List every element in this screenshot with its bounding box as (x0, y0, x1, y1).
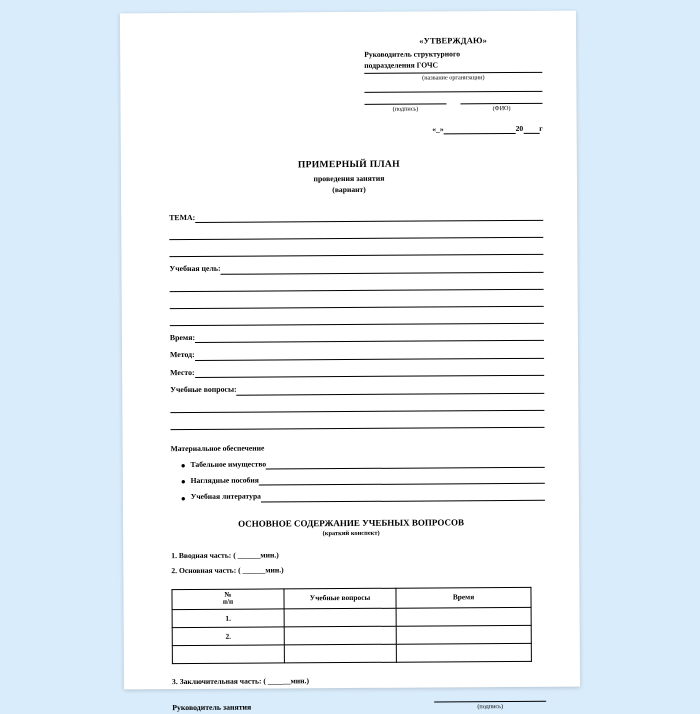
bullet-icon: ● (180, 493, 186, 503)
field-label-questions: Учебные вопросы: (170, 384, 237, 395)
material-item-input-3[interactable] (261, 490, 545, 502)
table-cell-num: 1. (172, 609, 284, 628)
material-item-input-2[interactable] (259, 474, 545, 486)
approval-date-line (365, 122, 543, 134)
material-item-input-1[interactable] (266, 458, 545, 470)
document-page (120, 11, 580, 713)
table-header-num-line2: п/п (222, 598, 234, 607)
table-row (172, 643, 531, 663)
plan-table (171, 587, 531, 664)
approval-title: «УТВЕРЖДАЮ» (419, 36, 488, 46)
field-extra-line (155, 245, 543, 257)
section-2-item-1: 1. Вводная часть: ( ______мин.) (171, 550, 279, 561)
date-blank-1 (444, 123, 516, 135)
field-input-questions-3[interactable] (170, 417, 544, 429)
section-2-title: ОСНОВНОЕ СОДЕРЖАНИЕ УЧЕБНЫХ ВОПРОСОВ (238, 516, 464, 529)
approval-org-caption: (название организации) (422, 74, 485, 82)
field-input-questions-2[interactable] (170, 400, 544, 412)
table-row (172, 625, 531, 645)
section-2-items (157, 549, 545, 576)
footer-label: Руководитель занятия (172, 702, 252, 713)
table-cell-question[interactable] (284, 608, 396, 627)
approval-signature-cell (364, 104, 446, 115)
approval-sign-caption: (подпись) (392, 105, 419, 113)
field-input-time[interactable] (195, 331, 544, 343)
footer-sign-caption: (подпись) (477, 703, 504, 711)
table-header-time: Время (396, 587, 531, 608)
approval-line-2: подразделения ГОЧС (364, 60, 439, 70)
bullet-icon: ● (180, 461, 186, 471)
field-label-time: Время: (169, 332, 196, 342)
field-extra-line (156, 417, 544, 429)
table-cell-num: 2. (172, 627, 284, 646)
field-label-method: Метод: (169, 350, 195, 360)
material-support-title: Материальное обеспечение (170, 443, 265, 453)
field-input-questions[interactable] (237, 383, 545, 395)
field-input-place[interactable] (195, 366, 545, 378)
closing-item: 3. Заключительная часть: ( ______мин.) (171, 676, 310, 687)
field-input-goal[interactable] (221, 262, 544, 274)
material-item-row (171, 474, 545, 487)
page-subtitle: проведения занятия (313, 173, 385, 183)
field-row-goal (155, 262, 543, 275)
field-label-goal: Учебная цель: (169, 263, 221, 274)
field-extra-line (156, 296, 544, 308)
table-cell-time[interactable] (396, 625, 531, 644)
field-extra-line (156, 279, 544, 291)
material-item-row (171, 490, 545, 503)
footer-signature-block (158, 701, 546, 714)
field-row-tema (155, 210, 543, 223)
table-header-num-line1: № (224, 590, 232, 599)
field-row-place (156, 365, 544, 378)
table-cell-question[interactable] (284, 626, 396, 645)
field-input-tema-2[interactable] (169, 228, 543, 240)
material-item-label: Наглядные пособия (190, 475, 259, 486)
approval-rule-2 (364, 91, 542, 93)
date-year: 20 (515, 123, 524, 133)
field-label-tema: ТЕМА: (169, 212, 196, 222)
field-extra-line (155, 228, 543, 240)
date-prefix: «_» (432, 123, 444, 134)
table-header-num (172, 589, 284, 610)
approval-name-caption: (ФИО) (492, 105, 511, 113)
table-cell-time[interactable] (396, 643, 531, 662)
material-support-section (157, 441, 545, 502)
field-row-time (156, 330, 544, 343)
fields-section (155, 210, 544, 429)
table-cell-num (172, 645, 284, 664)
field-label-place: Место: (170, 367, 195, 377)
approval-block (364, 35, 543, 135)
table-cell-time[interactable] (396, 607, 531, 626)
field-row-questions (156, 383, 544, 396)
field-input-method[interactable] (195, 348, 544, 360)
field-input-goal-2[interactable] (170, 279, 544, 291)
field-input-tema-3[interactable] (169, 245, 543, 257)
table-header-row (172, 587, 531, 609)
section-2-item-2: 2. Основная часть: ( ______мин.) (171, 565, 284, 575)
table-row (172, 607, 531, 627)
section-2-subtitle: (краткий конспект) (322, 529, 380, 537)
field-input-tema[interactable] (195, 211, 543, 223)
field-row-method (156, 348, 544, 361)
material-item-label: Учебная литература (190, 491, 261, 502)
approval-name-cell (461, 103, 543, 114)
page-subtitle-variant: (вариант) (332, 185, 366, 195)
approval-signature-row (364, 103, 542, 114)
page-title: ПРИМЕРНЫЙ ПЛАН (297, 158, 400, 171)
field-input-goal-4[interactable] (170, 313, 544, 325)
table-header-questions: Учебные вопросы (284, 588, 396, 609)
material-item-row (171, 458, 545, 471)
field-extra-line (156, 400, 544, 412)
footer-signature (434, 701, 546, 712)
bullet-icon: ● (180, 477, 186, 487)
field-input-goal-3[interactable] (170, 296, 544, 308)
document-body (120, 11, 580, 713)
field-extra-line (156, 313, 544, 325)
approval-line-1: Руководитель структурного (364, 49, 461, 60)
table-cell-question[interactable] (284, 644, 396, 663)
date-blank-2 (523, 122, 539, 133)
material-item-label: Табельное имущество (190, 459, 267, 469)
date-suffix: г (539, 123, 543, 133)
